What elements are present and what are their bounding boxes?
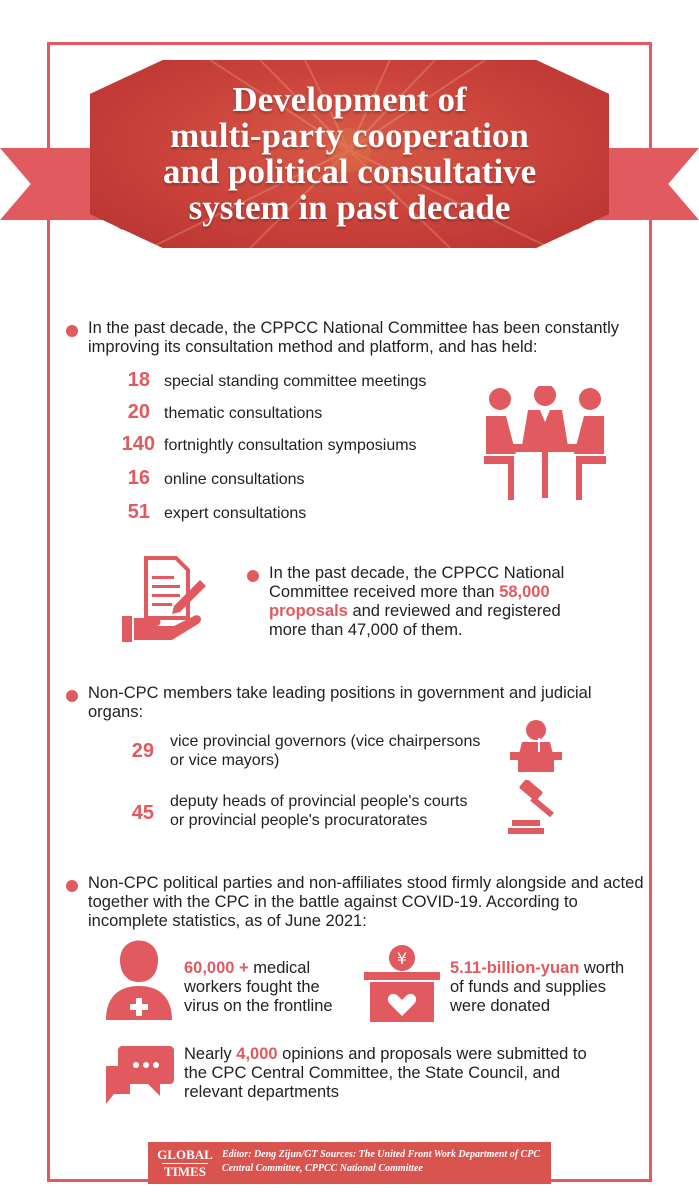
stat-label: deputy heads of provincial people's courts or provincial people's procuratorates — [170, 793, 468, 829]
section2-intro: Non-CPC members take leading positions in government and judicial organs: — [88, 684, 592, 721]
opinions-text: Nearly 4,000 opinions and proposals were submitted to the CPC Central Committee, the State Council, and relevant departments — [184, 1045, 587, 1101]
medical-workers-text: 60,000 + medical workers fought the virus on the frontline — [184, 959, 333, 1015]
stat-number: 16 — [127, 467, 150, 489]
stat-label: vice provincial governors (vice chairpersons or vice mayors) — [170, 733, 481, 769]
stat-number: 18 — [127, 369, 150, 391]
gavel-icon — [508, 780, 564, 836]
stat-number: 45 — [131, 802, 154, 824]
stat-label: fortnightly consultation symposiums — [164, 437, 417, 454]
proposal-document-icon — [118, 556, 210, 646]
medical-worker-icon — [104, 940, 174, 1022]
section3-intro: Non-CPC political parties and non-affiliates stood firmly alongside and acted together with the CPC in the battle against COVID-19. According to incomplete statistics, as of June 2021: — [88, 874, 644, 930]
stat-label: special standing committee meetings — [164, 373, 427, 390]
chat-bubbles-icon — [104, 1044, 174, 1110]
stat-label: thematic consultations — [164, 405, 323, 422]
podium-speaker-icon — [508, 718, 564, 774]
bullet-dot — [247, 570, 259, 582]
stat-number: 20 — [127, 401, 150, 423]
proposals-text: In the past decade, the CPPCC National Committee received more than 58,000 proposals and reviewed and registered more than 47,000 of them. — [269, 564, 565, 639]
bullet-dot — [66, 690, 78, 702]
global-times-logo: GLOBAL TIMES — [157, 1147, 213, 1179]
stat-number: 51 — [127, 501, 150, 523]
section1-intro: In the past decade, the CPPCC National Committee has been constantly improving its consultation method and platform, and has held: — [88, 319, 620, 356]
bullet-dot — [66, 880, 78, 892]
medical-highlight: 60,000 + — [184, 959, 249, 977]
funds-highlight: 5.11-billion-yuan — [450, 959, 580, 977]
footer-credits: Editor: Deng Zijun/GT Sources: The United Front Work Department of CPC Central Committee, CPPCC National Committee — [222, 1149, 540, 1174]
stat-label: online consultations — [164, 471, 305, 488]
page-title: Development of multi-party cooperation and political consultative system in past decade — [162, 80, 537, 227]
svg-text:¥: ¥ — [396, 949, 408, 968]
donation-box-icon — [364, 944, 440, 1024]
stat-label: expert consultations — [164, 505, 307, 522]
stat-number: 29 — [131, 740, 154, 762]
stat-number: 140 — [121, 433, 155, 455]
bullet-dot — [66, 325, 78, 337]
meeting-icon — [480, 386, 610, 504]
opinions-highlight: 4,000 — [236, 1045, 278, 1063]
proposals-highlight: 58,000 proposals — [269, 583, 550, 620]
funds-text: 5.11-billion-yuan worth of funds and supplies were donated — [450, 959, 625, 1015]
